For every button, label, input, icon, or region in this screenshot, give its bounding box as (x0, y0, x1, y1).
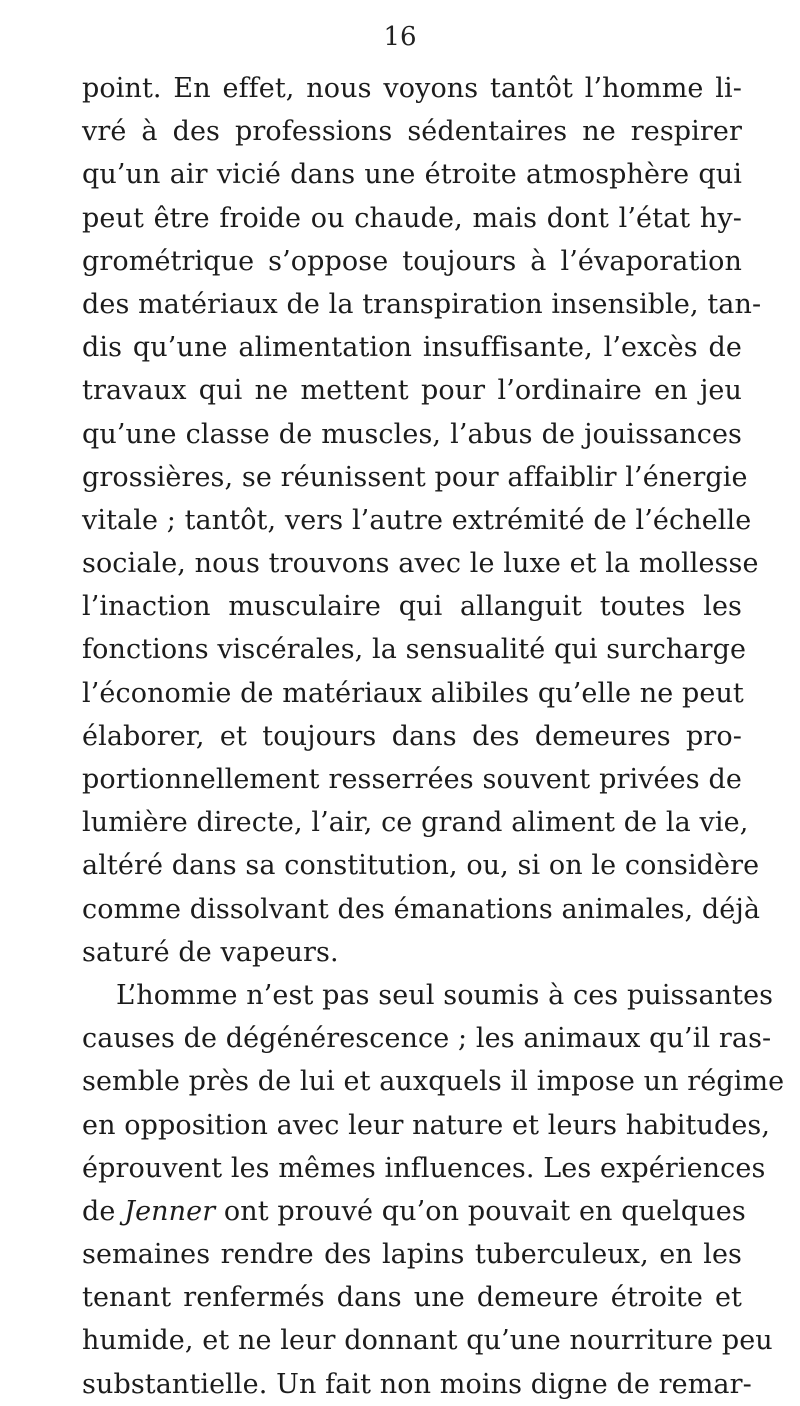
text-line: substantielle. Un fait non moins digne de remar- (82, 1368, 752, 1400)
text-line: en opposition avec leur nature et leurs habitudes, (82, 1109, 771, 1141)
text-line: semaines rendre des lapins tuberculeux, en les (82, 1239, 742, 1271)
page-number: 16 (383, 22, 417, 52)
text-line: vré à des professions sédentaires ne respirer (82, 116, 742, 148)
text-segment: ont prouvé qu’on pouvait en quelques (215, 1195, 746, 1227)
text-segment: de (82, 1195, 125, 1227)
text-line: qu’un air vicié dans une étroite atmosphère qui (82, 159, 742, 191)
text-line: l’inaction musculaire qui allanguit toutes les (82, 591, 742, 623)
text-line: semble près de lui et auxquels il impose un régime (82, 1066, 785, 1098)
text-line: fonctions viscérales, la sensualité qui surcharge (82, 634, 747, 666)
text-line: comme dissolvant des émanations animales, déjà (82, 893, 761, 925)
author-name-italic: Jenner (124, 1195, 216, 1227)
text-line: humide, et ne leur donnant qu’une nourriture peu (82, 1325, 773, 1357)
text-line: point. En effet, nous voyons tantôt l’homme li- (82, 73, 742, 104)
text-line: dis qu’une alimentation insuffisante, l’excès de (82, 332, 742, 364)
text-line: peut être froide ou chaude, mais dont l’état hy- (82, 202, 742, 234)
text-line: éprouvent les mêmes influences. Les expériences (82, 1152, 766, 1184)
text-line: vitale ; tantôt, vers l’autre extrémité de l’échelle (82, 504, 752, 536)
text-line: élaborer, et toujours dans des demeures pro- (82, 720, 742, 752)
paragraph-start-line: L’homme n’est pas seul soumis à ces puissantes (116, 979, 774, 1011)
text-line: lumière directe, l’air, ce grand aliment de la vie, (82, 807, 749, 839)
text-line: portionnellement resserrées souvent privées de (82, 764, 742, 795)
text-line: l’économie de matériaux alibiles qu’elle ne peut (82, 677, 744, 709)
text-line: grométrique s’oppose toujours à l’évaporation (82, 245, 742, 277)
text-line: qu’une classe de muscles, l’abus de jouissances (82, 418, 742, 450)
text-line-with-italic (82, 1190, 746, 1233)
text-line: grossières, se réunissent pour affaiblir l’énergie (82, 461, 748, 493)
text-line: causes de dégénérescence ; les animaux qu’il ras- (82, 1023, 772, 1055)
text-line: altéré dans sa constitution, ou, si on le considère (82, 850, 760, 882)
body-text (82, 67, 785, 1406)
paragraph-end-line: saturé de vapeurs. (82, 936, 339, 968)
text-line: travaux qui ne mettent pour l’ordinaire en jeu (82, 375, 742, 407)
text-line: sociale, nous trouvons avec le luxe et la mollesse (82, 548, 759, 580)
text-line: tenant renfermés dans une demeure étroite et (82, 1282, 742, 1314)
text-line: des matériaux de la transpiration insensible, tan- (82, 288, 762, 320)
